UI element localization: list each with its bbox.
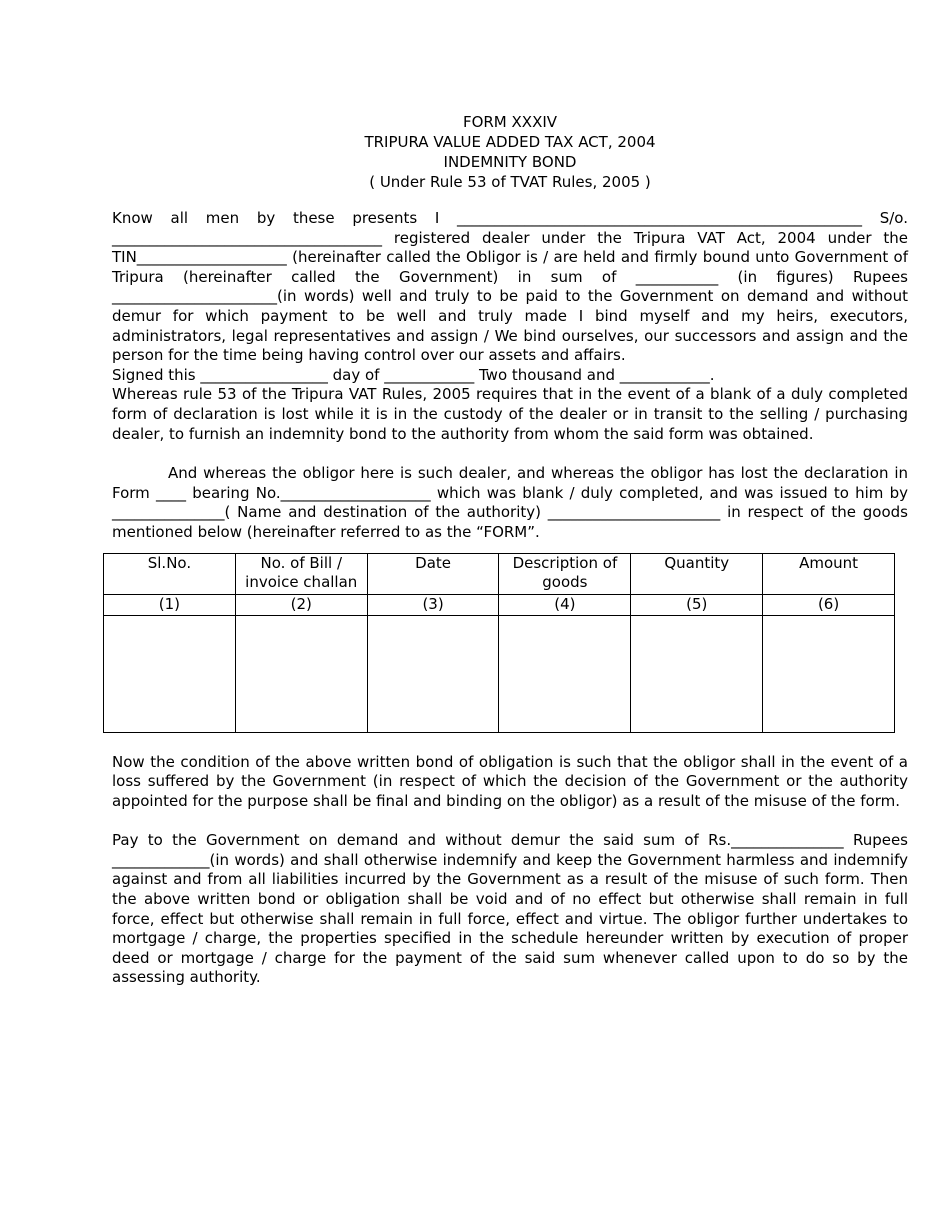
column-number: (2)	[235, 594, 367, 615]
column-header-quantity: Quantity	[631, 553, 763, 594]
goods-table-entry-row	[104, 615, 895, 732]
description-cell[interactable]	[499, 615, 631, 732]
goods-table	[103, 553, 895, 733]
column-header-description: Description of goods	[499, 553, 631, 594]
column-number: (3)	[367, 594, 499, 615]
form-page	[112, 112, 908, 988]
sl-no-cell[interactable]	[104, 615, 236, 732]
condition-paragraph: Now the condition of the above written bond of obligation is such that the obligor shall in the event of a loss suffered by the Government (in respect of which the decision of the Government or the authority appointed for the purpose shall be final and binding on the obligor) as a result of the misuse of the form.	[112, 752, 908, 810]
column-header-date: Date	[367, 553, 499, 594]
form-number: FORM XXXIV	[462, 113, 558, 131]
obligor-declaration-paragraph: Know all men by these presents I ______________________________________________________ S/o. ____________________________________ registered dealer under the Tripura VAT Act, 2004 under the TIN____________________ (hereinafter called the Obligor is / are held and firmly bound unto Government of Tripura (hereinafter called the Government) in sum of ___________ (in figures) Rupees ______________________(in words) well and truly to be paid to the Government on demand and without demur for which payment to be well and truly made I bind myself and my heirs, executors, administrators, legal representatives and assign / We bind ourselves, our successors and assign and the person for the time being having control over our assets and affairs.	[112, 209, 908, 365]
column-number: (4)	[499, 594, 631, 615]
bond-title: INDEMNITY BOND	[443, 153, 577, 171]
quantity-cell[interactable]	[631, 615, 763, 732]
payment-obligation-paragraph: Pay to the Government on demand and without demur the said sum of Rs._______________ Rupees _____________(in words) and shall otherwise indemnify and keep the Government harmless and indemnify against and from all liabilities incurred by the Government as a result of the misuse of such form. Then the above written bond or obligation shall be void and of no effect but otherwise shall remain in full force, effect but otherwise shall remain in full force, effect and virtue. The obligor further undertakes to mortgage / charge, the properties specified in the schedule hereunder written by execution of proper deed or mortgage / charge for the payment of the said sum whenever called upon to do so by the assessing authority.	[112, 831, 908, 987]
column-number: (1)	[104, 594, 236, 615]
rule-reference: ( Under Rule 53 of TVAT Rules, 2005 )	[369, 173, 651, 191]
signed-date-line: Signed this _________________ day of ____________ Two thousand and ____________.	[112, 365, 715, 384]
column-header-bill-no: No. of Bill / invoice challan	[235, 553, 367, 594]
bill-no-cell[interactable]	[235, 615, 367, 732]
column-header-amount: Amount	[763, 553, 895, 594]
goods-table-number-row	[104, 594, 895, 615]
lost-declaration-paragraph: And whereas the obligor here is such dealer, and whereas the obligor has lost the declaration in Form ____ bearing No.____________________ which was blank / duly completed, and was issued to him by _______________( Name and destination of the authority) _______________________ in respect of the goods mentioned below (hereinafter referred to as the “FORM”.	[112, 464, 908, 541]
date-cell[interactable]	[367, 615, 499, 732]
column-number: (6)	[763, 594, 895, 615]
amount-cell[interactable]	[763, 615, 895, 732]
goods-table-header-row	[104, 553, 895, 594]
form-header	[112, 112, 908, 192]
column-header-sl-no: Sl.No.	[104, 553, 236, 594]
whereas-rule-paragraph: Whereas rule 53 of the Tripura VAT Rules, 2005 requires that in the event of a blank of a duly completed form of declaration is lost while it is in the custody of the dealer or in transit to the selling / purchasing dealer, to furnish an indemnity bond to the authority from whom the said form was obtained.	[112, 385, 908, 443]
act-title: TRIPURA VALUE ADDED TAX ACT, 2004	[364, 133, 656, 151]
column-number: (5)	[631, 594, 763, 615]
